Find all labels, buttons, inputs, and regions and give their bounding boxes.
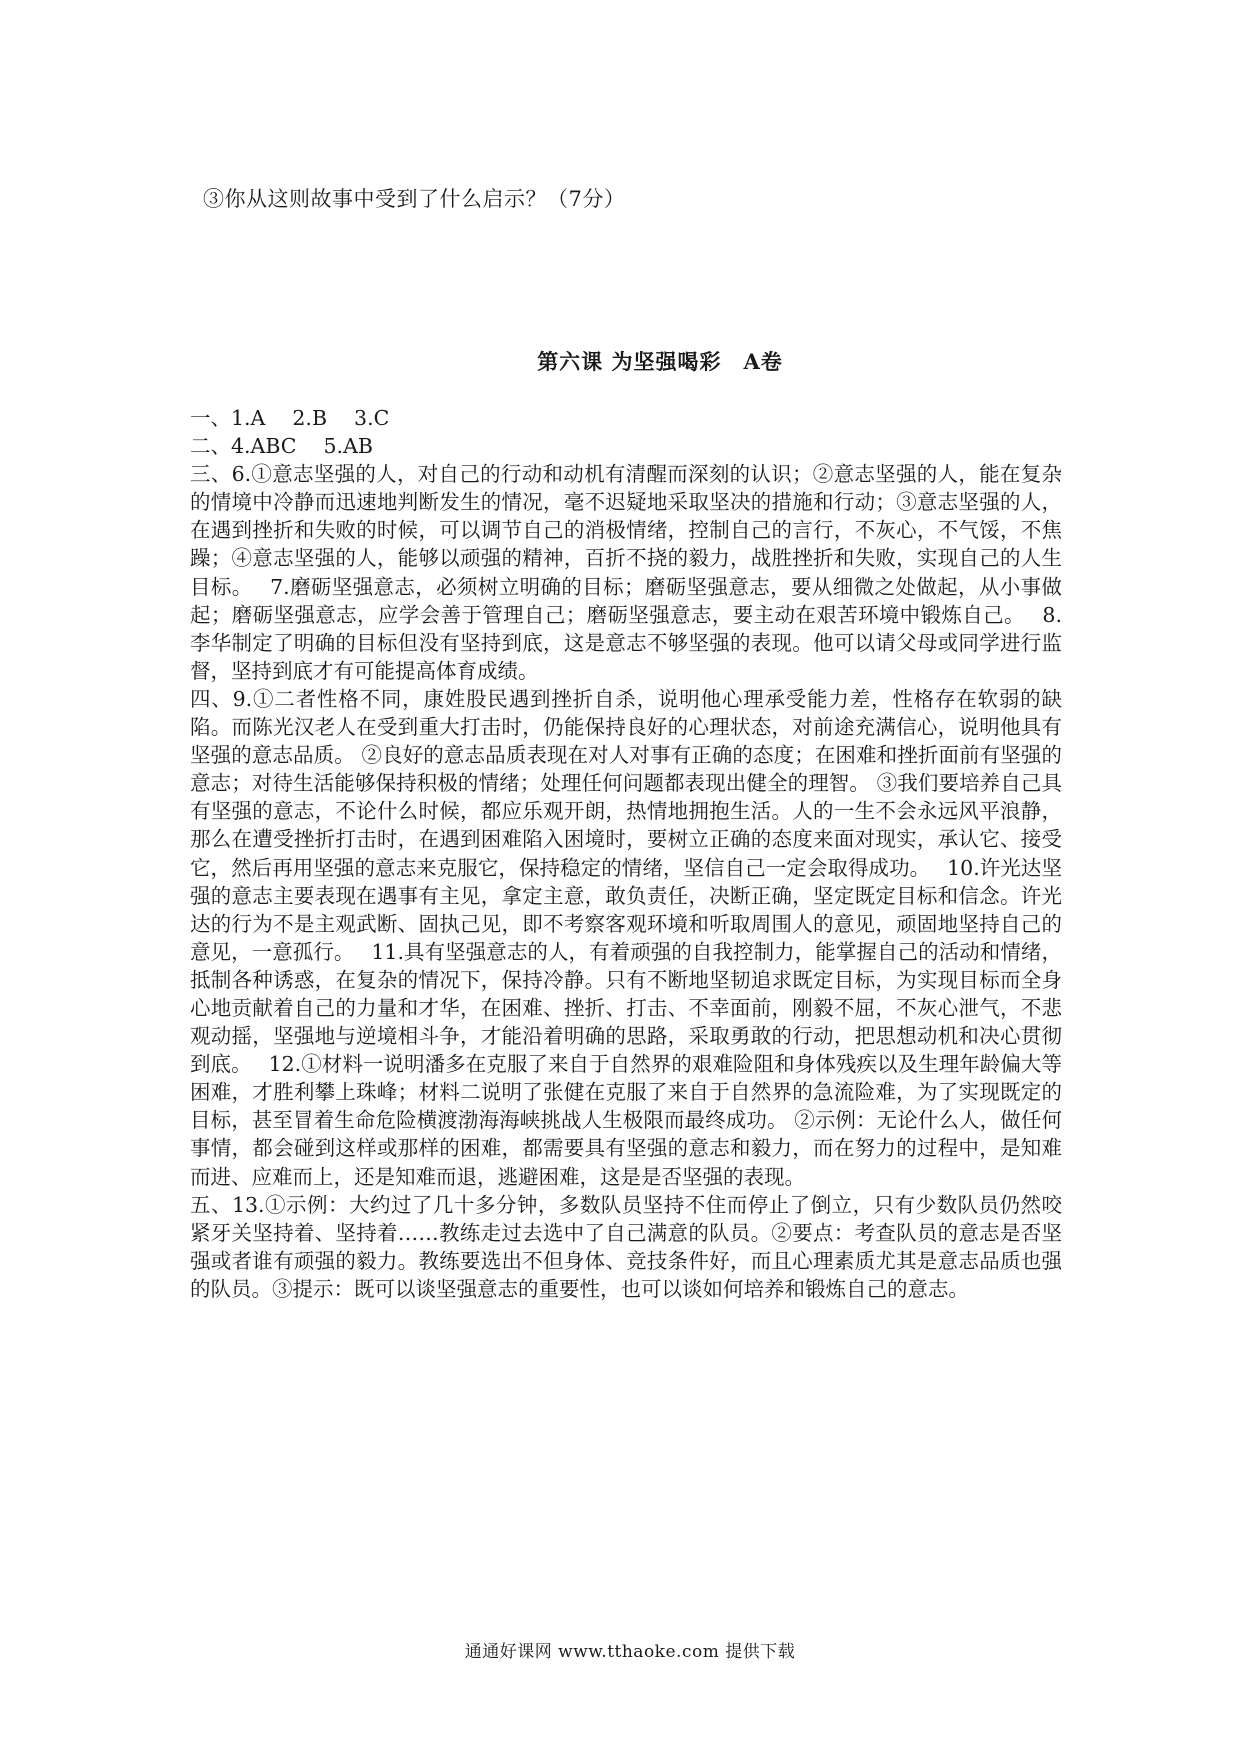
answer-section-1: 一、1.A 2.B 3.C: [190, 406, 390, 430]
lesson-title: 第六课 为坚强喝彩 A卷: [537, 349, 783, 374]
answer-section-2: 二、4.ABC 5.AB: [190, 434, 373, 459]
answer-section-4: 四、9.①二者性格不同，康姓股民遇到挫折自杀，说明他心理承受能力差，性格存在软弱的缺陷。而陈光汉老人在受到重大打击时，仍能保持良好的心理状态，对前途充满信心，说明他具有坚强的意志品质。 ②良好的意志品质表现在对人对事有正确的态度；在困难和挫折面前有坚强的意志；对待生活能够保持积极的情绪；处理任何问题都表现出健全的理智。 ③我们要培养自己具有坚强的意志，不论什么时候，都应乐观开朗，热情地拥抱生活。人的一生不会永远风平浪静，那么在遭受挫折打击时，在遇到困难陷入困境时，要树立正确的态度来面对现实，承认它、接受它，然后再用坚强的意志来克服它，保持稳定的情绪，坚信自己一定会取得成功。 10.许光达坚强的意志主要表现在遇事有主见，拿定主意，敢负责任，决断正确，坚定既定目标和信念。许光达的行为不是主观武断、固执己见，即不考察客观环境和听取周围人的意见，顽固地坚持自己的意见，一意孤行。 11.具有坚强意志的人，有着顽强的自我控制力，能掌握自己的活动和情绪，抵制各种诱惑，在复杂的情况下，保持冷静。只有不断地坚韧追求既定目标，为实现目标而全身心地贡献着自己的力量和才华，在困难、挫折、打击、不幸面前，刚毅不屈，不灰心泄气，不悲观动摇，坚强地与逆境相斗争，才能沿着明确的思路，采取勇敢的行动，把思想动机和决心贯彻到底。 12.①材料一说明潘多在克服了来自于自然界的艰难险阻和身体残疾以及生理年龄偏大等困难，才胜利攀上珠峰；材料二说明了张健在克服了来自于自然界的急流险难，为了实现既定的目标，甚至冒着生命危险横渡渤海海峡挑战人生极限而最终成功。 ②示例：无论什么人，做任何事情，都会碰到这样或那样的困难，都需要具有坚强的意志和毅力，而在努力的过程中，是知难而进、应难而上，还是知难而退，逃避困难，这是是否坚强的表现。: [190, 686, 1062, 1189]
answer-key: [190, 404, 1062, 1303]
answer-section-5: 五、13.①示例：大约过了几十多分钟，多数队员坚持不住而停止了倒立，只有少数队员仍然咬紧牙关坚持着、坚持着……教练走过去选中了自己满意的队员。②要点：考查队员的意志是否坚强或者谁有顽强的毅力。教练要选出不但身体、竞技条件好，而且心理素质尤其是意志品质也强的队员。③提示：既可以谈坚强意志的重要性，也可以谈如何培养和锻炼自己的意志。: [190, 1192, 1062, 1301]
page-footer: 通通好课网 www.tthaoke.com 提供下载: [464, 1642, 796, 1662]
question-prompt: ③你从这则故事中受到了什么启示？（7分）: [203, 187, 626, 211]
answer-section-3: 三、6.①意志坚强的人，对自己的行动和动机有清醒而深刻的认识；②意志坚强的人，能在复杂的情境中冷静而迅速地判断发生的情况，毫不迟疑地采取坚决的措施和行动；③意志坚强的人，在遇到挫折和失败的时候，可以调节自己的消极情绪，控制自己的言行，不灰心，不气馁，不焦躁；④意志坚强的人，能够以顽强的精神，百折不挠的毅力，战胜挫折和失败，实现自己的人生目标。 7.磨砺坚强意志，必须树立明确的目标；磨砺坚强意志，要从细微之处做起，从小事做起；磨砺坚强意志，应学会善于管理自己；磨砺坚强意志，要主动在艰苦环境中锻炼自己。 8.李华制定了明确的目标但没有坚持到底，这是意志不够坚强的表现。他可以请父母或同学进行监督，坚持到底才有可能提高体育成绩。: [190, 462, 1062, 683]
